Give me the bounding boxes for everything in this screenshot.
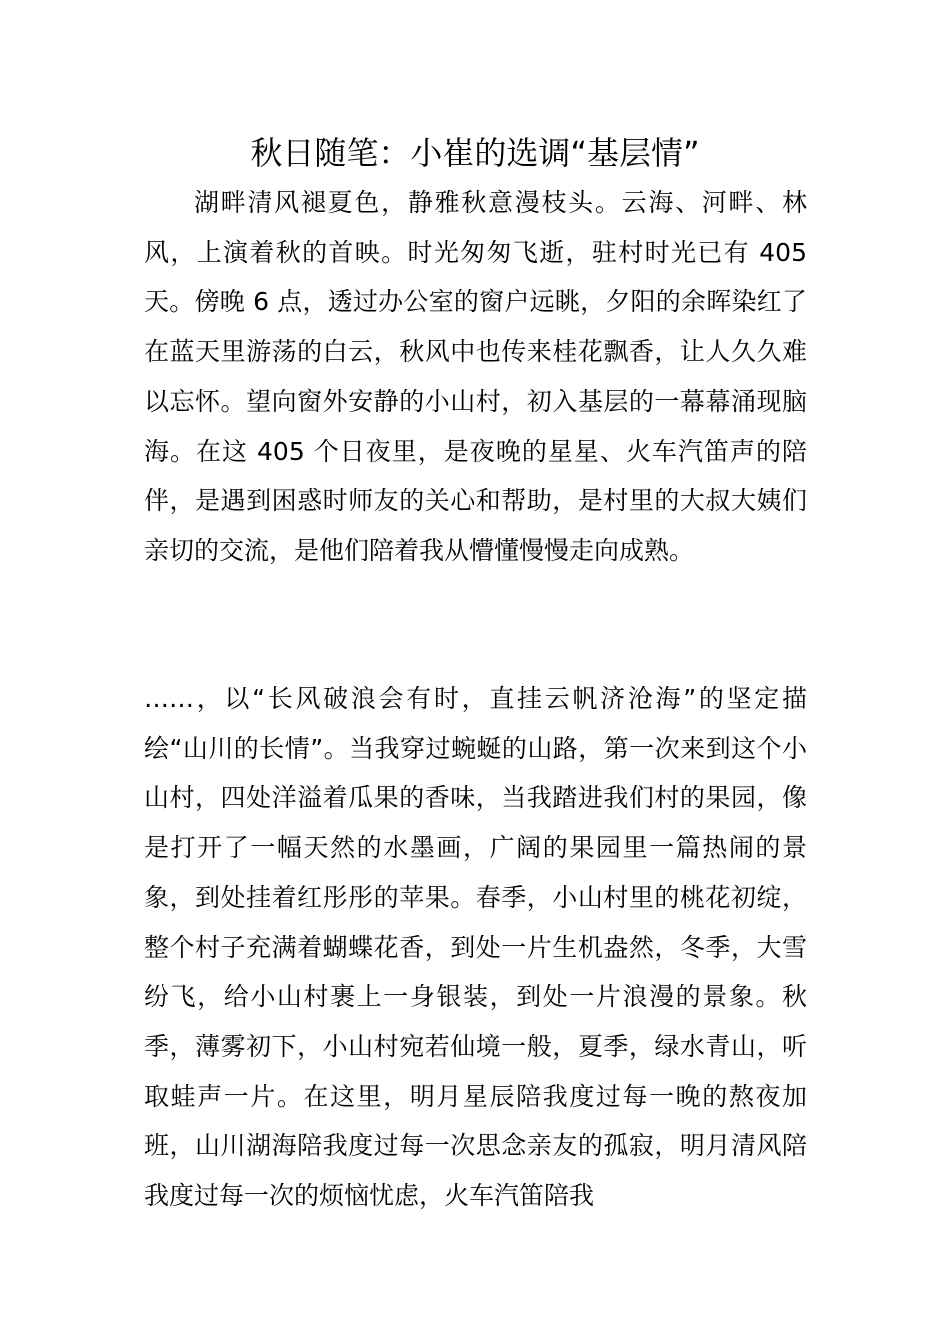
paragraph-2: ……，以“长风破浪会有时，直挂云帆济沧海”的坚定描绘“山川的长情”。当我穿过蜿蜒的山路，第一次来到这个小山村，四处洋溢着瓜果的香味，当我踏进我们村的果园，像是打开了一幅天然的水墨画，广阔的果园里一篇热闹的景象，到处挂着红彤彤的苹果。春季，小山村里的桃花初绽，整个村子充满着蝴蝶花香，到处一片生机盎然，冬季，大雪纷飞，给小山村裹上一身银装，到处一片浪漫的景象。秋季，薄雾初下，小山村宛若仙境一般，夏季，绿水青山，听取蛙声一片。在这里，明月星辰陪我度过每一晚的熬夜加班，山川湖海陪我度过每一次思念亲友的孤寂，明月清风陪我度过每一次的烦恼忧虑，火车汽笛陪我 [144, 684, 807, 1211]
paragraph-1: 湖畔清风褪夏色，静雅秋意漫枝头。云海、河畔、林风，上演着秋的首映。时光匆匆飞逝，驻村时光已有 405 天。傍晚 6 点，透过办公室的窗户远眺，夕阳的余晖染红了在蓝天里游荡的白云，秋风中也传来桂花飘香，让人久久难以忘怀。望向窗外安静的小山村，初入基层的一幕幕涌现脑海。在这 405 个日夜里，是夜晚的星星、火车汽笛声的陪伴，是遇到困惑时师友的关心和帮助，是村里的大叔大姨们亲切的交流，是他们陪着我从懵懂慢慢走向成熟。 [144, 188, 807, 565]
document-title: 秋日随笔：小崔的选调“基层情” [250, 134, 700, 172]
